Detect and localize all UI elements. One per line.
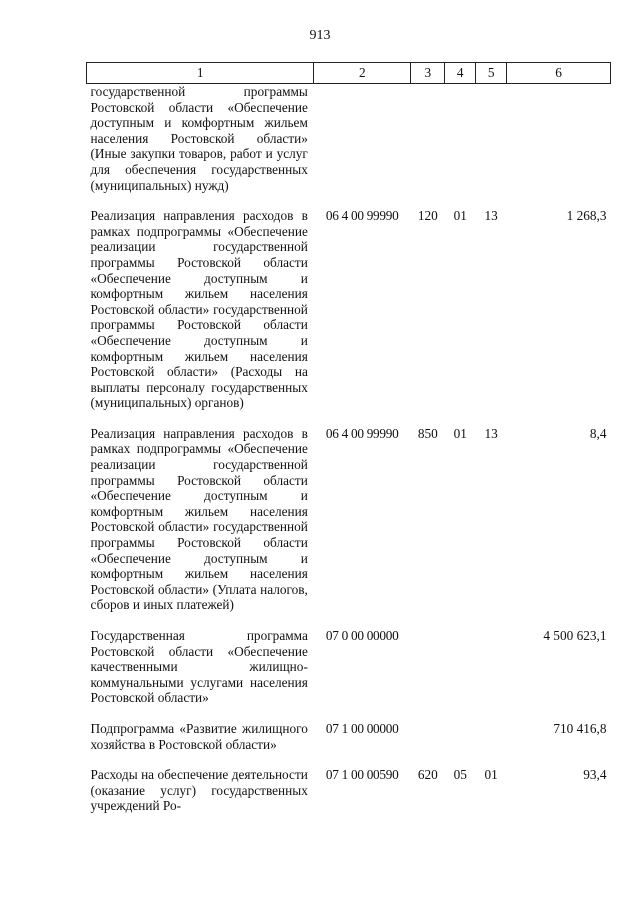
- row-rz: [445, 721, 476, 767]
- column-header-rz: 4: [445, 63, 476, 84]
- row-vr: 850: [417, 425, 438, 441]
- table-row: [87, 628, 611, 721]
- row-vr: 120: [417, 208, 438, 224]
- row-amount: 710 416,8: [553, 720, 607, 736]
- row-code: 07 1 00 00000: [325, 720, 399, 736]
- table-row: [87, 767, 611, 814]
- row-pr: [476, 628, 507, 721]
- row-pr: 01: [484, 767, 498, 783]
- row-pr: [476, 721, 507, 767]
- row-vr: 620: [417, 767, 438, 783]
- row-rz: 01: [453, 208, 467, 224]
- row-code: 06 4 00 99990: [325, 425, 399, 441]
- row-rz: [445, 84, 476, 209]
- row-rz: [445, 628, 476, 721]
- row-code: 06 4 00 99990: [325, 208, 399, 224]
- row-vr: [411, 84, 445, 209]
- row-vr: [411, 721, 445, 767]
- row-pr: 13: [484, 425, 498, 441]
- column-header-vr: 3: [411, 63, 445, 84]
- row-rz: 01: [453, 425, 467, 441]
- row-code: 07 0 00 00000: [325, 628, 399, 643]
- row-description: Расходы на обеспечение деятельности (оказание услуг) государственных учреждений Ро-: [90, 767, 308, 814]
- row-description: Реализация направления расходов в рамках подпрограммы «Обеспечение реализации государственной программы Ростовской области «Обеспечение доступным и комфортным жильем населения Ростовской области» государственной программы Ростовской области «Обеспечение доступным и комфортным жильем населения Ростовской области» (Расходы на выплаты персоналу государственных (муниципальных) органов): [90, 208, 308, 411]
- table-row: [87, 208, 611, 426]
- column-header-code: 2: [314, 63, 411, 84]
- row-code: [314, 84, 411, 209]
- table-header: [87, 63, 611, 84]
- row-description: Реализация направления расходов в рамках подпрограммы «Обеспечение реализации государственной программы Ростовской области «Обеспечение доступным и комфортным жильем населения Ростовской области» государственной программы Ростовской области «Обеспечение доступным и комфортным жильем населения Ростовской области» (Уплата налогов, сборов и иных платежей): [90, 425, 308, 613]
- column-header-pr: 5: [476, 63, 507, 84]
- row-code: 07 1 00 00590: [325, 767, 399, 783]
- row-description: Государственная программа Ростовской области «Обеспечение качественными жилищно-коммунальными услугами населения Ростовской области»: [90, 628, 308, 706]
- row-pr: [476, 84, 507, 209]
- row-amount: 93,4: [583, 767, 607, 783]
- table-row: [87, 84, 611, 209]
- budget-table: [86, 62, 611, 814]
- row-rz: 05: [453, 767, 467, 783]
- row-amount: 8,4: [589, 425, 607, 441]
- table-row: [87, 721, 611, 767]
- page-number: 913: [309, 28, 331, 43]
- table-row: [87, 426, 611, 628]
- row-amount: 4 500 623,1: [543, 628, 607, 643]
- row-vr: [411, 628, 445, 721]
- row-description: Подпрограмма «Развитие жилищного хозяйства в Ростовской области»: [90, 720, 308, 752]
- row-amount: 1 268,3: [566, 208, 607, 224]
- column-header-description: 1: [87, 63, 314, 84]
- column-header-amount: 6: [507, 63, 611, 84]
- table-body: [87, 84, 611, 814]
- row-pr: 13: [484, 208, 498, 224]
- row-amount: [507, 84, 611, 209]
- row-description: государственной программы Ростовской области «Обеспечение доступным и комфортным жильем населения Ростовской области» (Иные закупки товаров, работ и услуг для обеспечения государственных (муниципальных) нужд): [90, 84, 308, 193]
